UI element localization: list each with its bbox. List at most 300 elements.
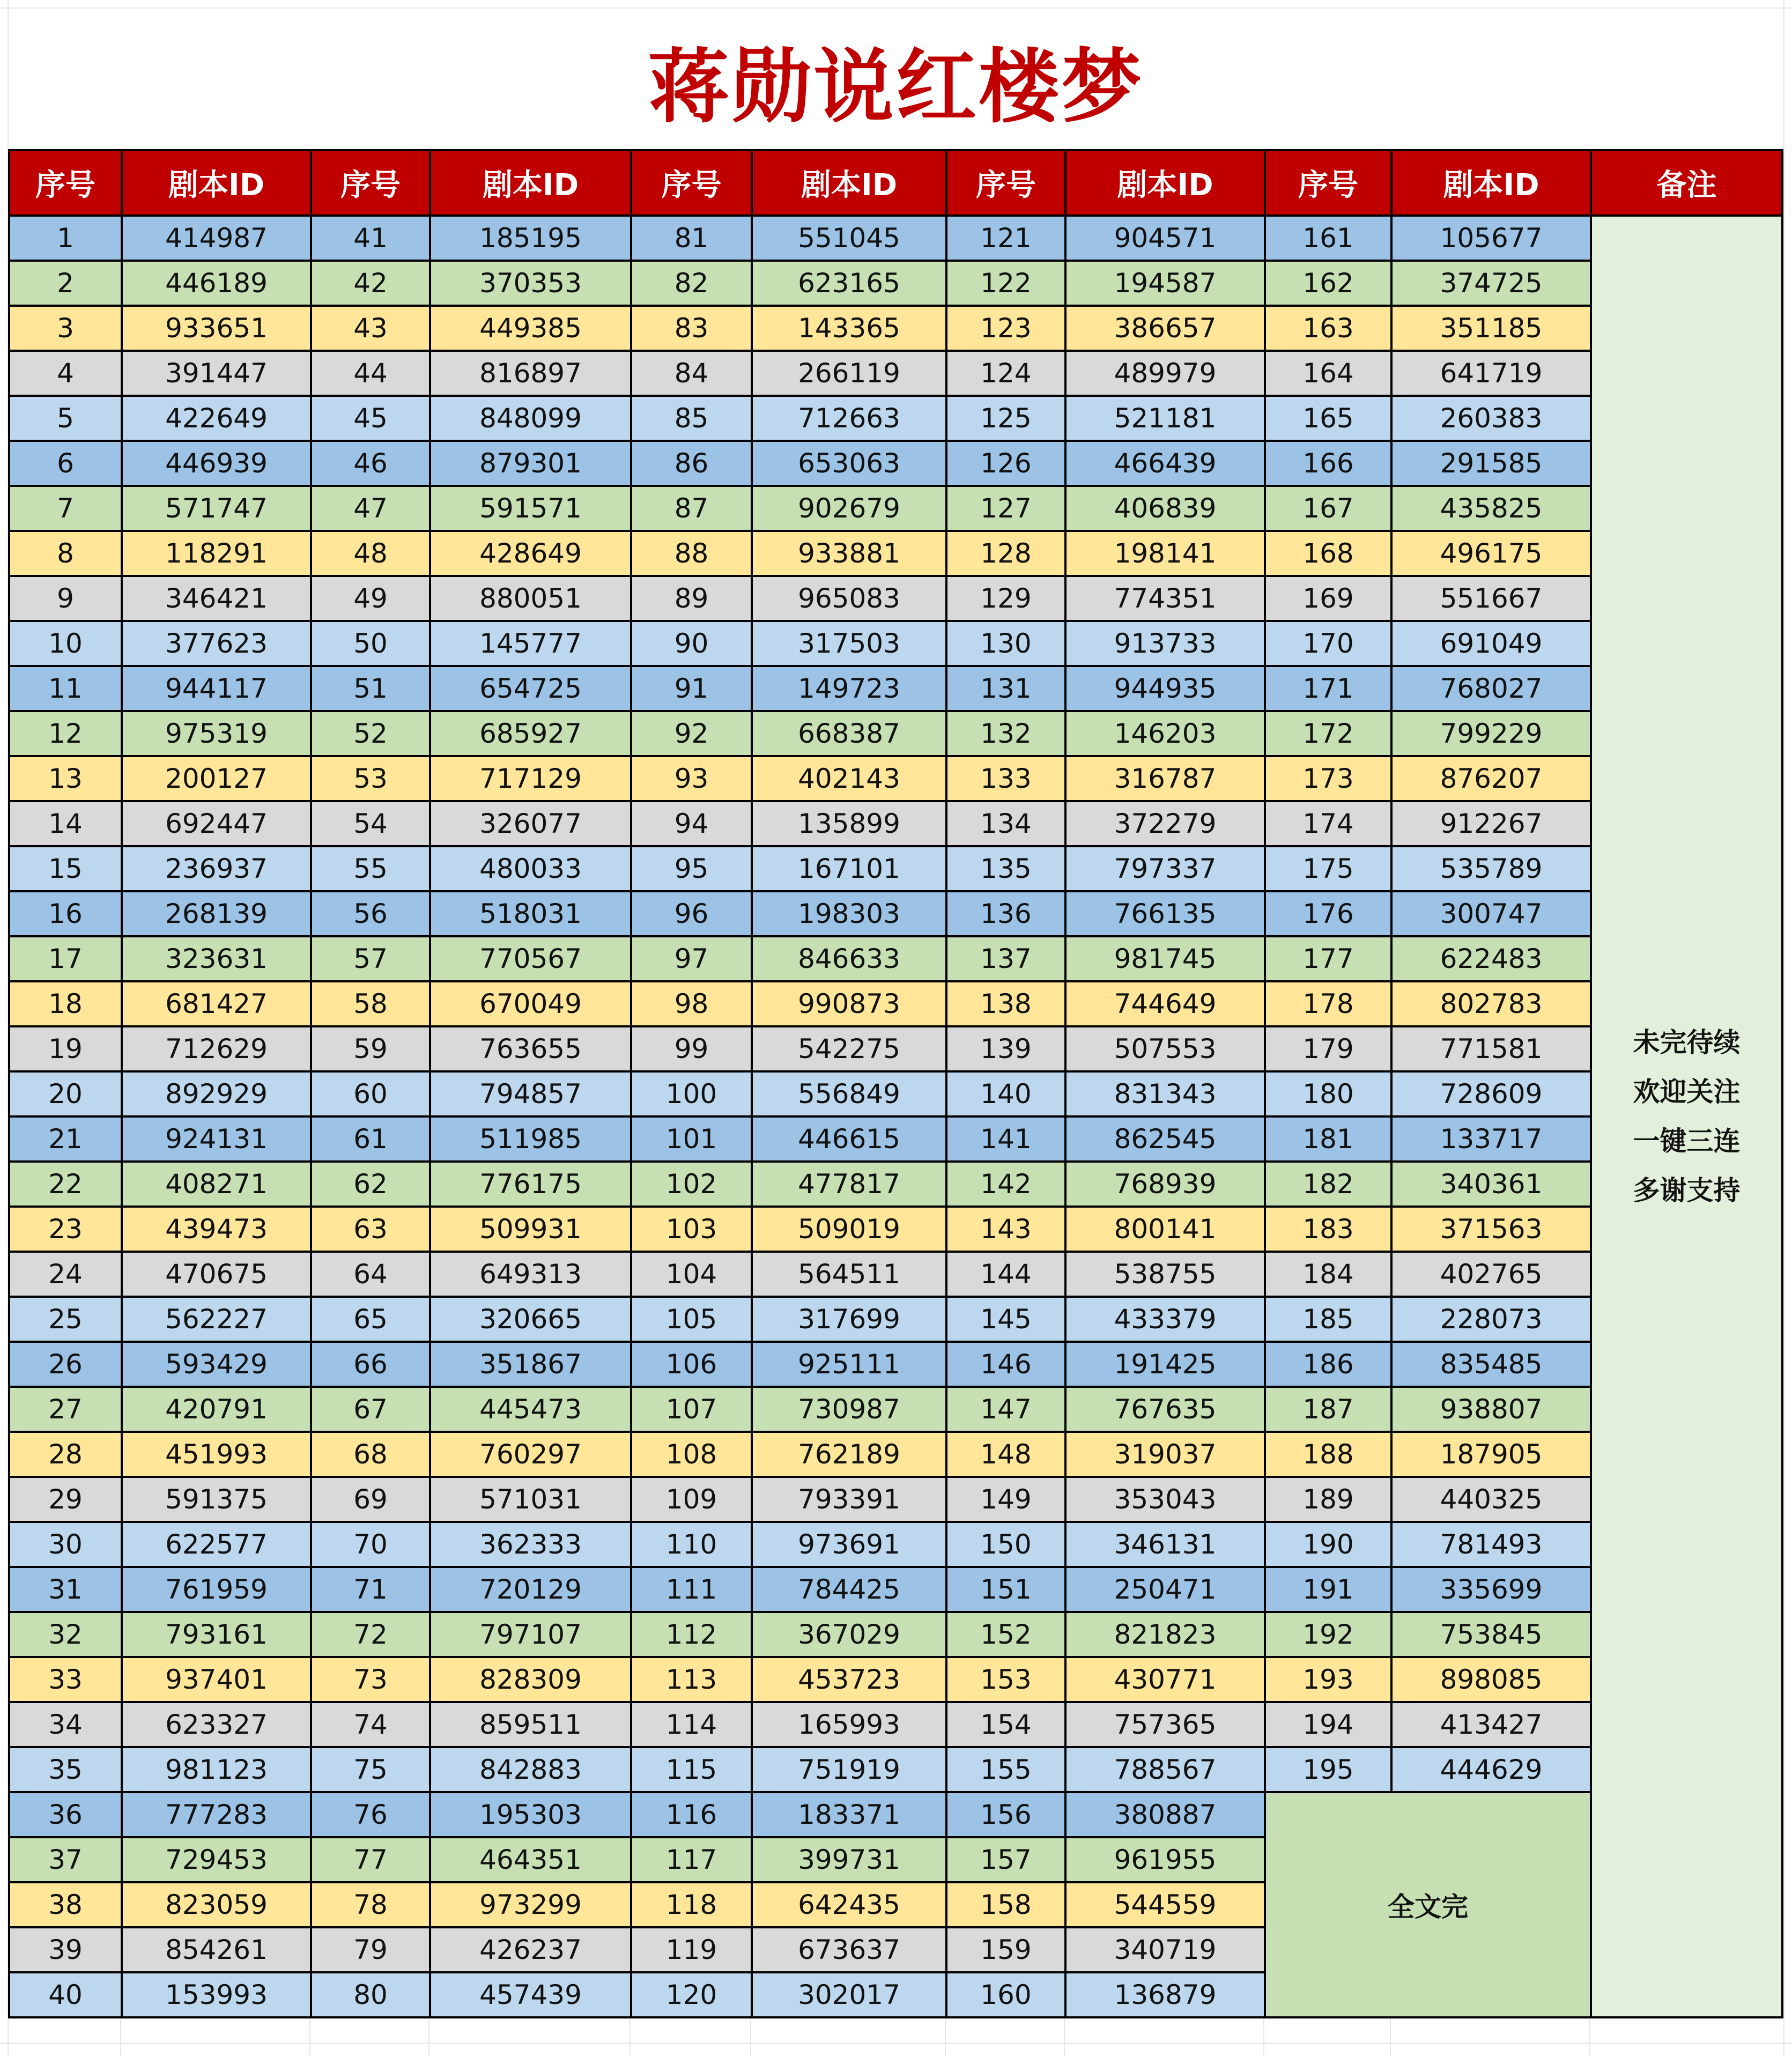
script-id-cell: 187905 (1391, 1432, 1591, 1477)
table-row (9, 306, 1782, 351)
script-id-cell: 797337 (1065, 846, 1265, 891)
seq-cell: 115 (631, 1747, 752, 1792)
script-id-cell: 842883 (430, 1747, 631, 1792)
script-id-cell: 451993 (122, 1432, 311, 1477)
script-id-cell: 370353 (430, 261, 631, 306)
script-id-cell: 402765 (1391, 1252, 1591, 1297)
seq-cell: 118 (631, 1882, 752, 1927)
seq-cell: 109 (631, 1477, 752, 1522)
table-row (9, 1297, 1782, 1342)
seq-cell: 11 (9, 666, 122, 711)
note-cell (1591, 216, 1782, 2017)
script-id-cell: 453723 (752, 1657, 946, 1702)
seq-cell: 79 (311, 1927, 430, 1972)
script-id-cell: 386657 (1065, 306, 1265, 351)
seq-cell: 65 (311, 1297, 430, 1342)
table-row (9, 756, 1782, 801)
seq-cell: 152 (946, 1612, 1065, 1657)
script-id-cell: 457439 (430, 1972, 631, 2017)
seq-cell: 54 (311, 801, 430, 846)
table-row (9, 1792, 1782, 1837)
script-id-cell: 268139 (122, 891, 311, 936)
script-id-cell: 146203 (1065, 711, 1265, 756)
script-id-cell: 300747 (1391, 891, 1591, 936)
script-id-cell: 831343 (1065, 1071, 1265, 1116)
seq-cell: 111 (631, 1567, 752, 1612)
table-row (9, 666, 1782, 711)
seq-cell: 23 (9, 1207, 122, 1252)
script-id-cell: 990873 (752, 981, 946, 1026)
script-id-cell: 496175 (1391, 531, 1591, 576)
seq-cell: 27 (9, 1387, 122, 1432)
seq-cell: 127 (946, 486, 1065, 531)
seq-cell: 140 (946, 1071, 1065, 1116)
script-id-cell: 535789 (1391, 846, 1591, 891)
script-id-cell: 793161 (122, 1612, 311, 1657)
script-id-cell: 880051 (430, 576, 631, 621)
script-id-cell: 876207 (1391, 756, 1591, 801)
table-row (9, 1747, 1782, 1792)
script-id-cell: 821823 (1065, 1612, 1265, 1657)
seq-cell: 76 (311, 1792, 430, 1837)
script-id-cell: 362333 (430, 1522, 631, 1567)
script-id-cell: 198303 (752, 891, 946, 936)
seq-cell: 184 (1265, 1252, 1391, 1297)
script-id-cell: 670049 (430, 981, 631, 1026)
script-id-cell: 975319 (122, 711, 311, 756)
script-id-cell: 340719 (1065, 1927, 1265, 1972)
seq-cell: 112 (631, 1612, 752, 1657)
script-id-cell: 538755 (1065, 1252, 1265, 1297)
seq-cell: 12 (9, 711, 122, 756)
seq-cell: 113 (631, 1657, 752, 1702)
script-id-cell: 571747 (122, 486, 311, 531)
script-id-cell: 777283 (122, 1792, 311, 1837)
seq-cell: 145 (946, 1297, 1065, 1342)
note-line: 欢迎关注 (1633, 1076, 1741, 1107)
seq-cell: 132 (946, 711, 1065, 756)
seq-cell: 72 (311, 1612, 430, 1657)
seq-cell: 156 (946, 1792, 1065, 1837)
seq-cell: 155 (946, 1747, 1065, 1792)
seq-cell: 3 (9, 306, 122, 351)
script-id-cell: 446939 (122, 441, 311, 486)
seq-cell: 174 (1265, 801, 1391, 846)
script-id-cell: 730987 (752, 1387, 946, 1432)
script-id-cell: 712663 (752, 396, 946, 441)
script-id-cell: 802783 (1391, 981, 1591, 1026)
seq-cell: 68 (311, 1432, 430, 1477)
script-id-cell: 835485 (1391, 1342, 1591, 1387)
table-row (9, 1522, 1782, 1567)
seq-cell: 159 (946, 1927, 1065, 1972)
seq-cell: 71 (311, 1567, 430, 1612)
script-id-cell: 511985 (430, 1116, 631, 1162)
seq-cell: 60 (311, 1071, 430, 1116)
seq-cell: 17 (9, 936, 122, 981)
seq-cell: 146 (946, 1342, 1065, 1387)
script-id-cell: 751919 (752, 1747, 946, 1792)
seq-cell: 93 (631, 756, 752, 801)
seq-cell: 181 (1265, 1116, 1391, 1162)
script-id-cell: 319037 (1065, 1432, 1265, 1477)
table-row (9, 396, 1782, 441)
script-id-cell: 593429 (122, 1342, 311, 1387)
script-id-cell: 372279 (1065, 801, 1265, 846)
script-id-cell: 767635 (1065, 1387, 1265, 1432)
seq-cell: 53 (311, 756, 430, 801)
header-seq: 序号 (9, 150, 122, 216)
script-id-cell: 622577 (122, 1522, 311, 1567)
seq-cell: 40 (9, 1972, 122, 2017)
note-line: 未完待续 (1633, 1027, 1741, 1058)
script-id-cell: 149723 (752, 666, 946, 711)
script-id-cell: 551045 (752, 216, 946, 261)
script-id-cell: 377623 (122, 621, 311, 666)
seq-cell: 86 (631, 441, 752, 486)
seq-cell: 166 (1265, 441, 1391, 486)
seq-cell: 28 (9, 1432, 122, 1477)
end-of-text-cell: 全文完 (1265, 1792, 1591, 2017)
seq-cell: 120 (631, 1972, 752, 2017)
script-id-cell: 346421 (122, 576, 311, 621)
seq-cell: 108 (631, 1432, 752, 1477)
script-id-cell: 105677 (1391, 216, 1591, 261)
script-id-cell: 414987 (122, 216, 311, 261)
seq-cell: 121 (946, 216, 1065, 261)
script-id-cell: 781493 (1391, 1522, 1591, 1567)
script-id-cell: 420791 (122, 1387, 311, 1432)
seq-cell: 18 (9, 981, 122, 1026)
note-line: 一键三连 (1633, 1126, 1741, 1157)
seq-cell: 78 (311, 1882, 430, 1927)
script-id-cell: 562227 (122, 1297, 311, 1342)
header-script-id: 剧本ID (1391, 150, 1591, 216)
script-id-cell: 965083 (752, 576, 946, 621)
seq-cell: 110 (631, 1522, 752, 1567)
script-id-cell: 260383 (1391, 396, 1591, 441)
script-id-cell: 757365 (1065, 1702, 1265, 1747)
script-id-cell: 509019 (752, 1207, 946, 1252)
script-id-cell: 302017 (752, 1972, 946, 2017)
script-id-cell: 649313 (430, 1252, 631, 1297)
script-id-cell: 228073 (1391, 1297, 1591, 1342)
table-row (9, 1071, 1782, 1116)
header-note: 备注 (1591, 150, 1782, 216)
seq-cell: 130 (946, 621, 1065, 666)
script-id-cell: 422649 (122, 396, 311, 441)
script-id-cell: 183371 (752, 1792, 946, 1837)
script-id-cell: 326077 (430, 801, 631, 846)
seq-cell: 142 (946, 1162, 1065, 1207)
seq-cell: 19 (9, 1026, 122, 1071)
script-id-cell: 913733 (1065, 621, 1265, 666)
script-id-cell: 406839 (1065, 486, 1265, 531)
table-row (9, 1612, 1782, 1657)
seq-cell: 47 (311, 486, 430, 531)
seq-cell: 41 (311, 216, 430, 261)
header-row (9, 150, 1782, 216)
script-id-cell: 717129 (430, 756, 631, 801)
seq-cell: 175 (1265, 846, 1391, 891)
script-id-cell: 623165 (752, 261, 946, 306)
seq-cell: 131 (946, 666, 1065, 711)
seq-cell: 13 (9, 756, 122, 801)
seq-cell: 172 (1265, 711, 1391, 756)
seq-cell: 75 (311, 1747, 430, 1792)
table-row (9, 486, 1782, 531)
table-row (9, 1026, 1782, 1071)
seq-cell: 141 (946, 1116, 1065, 1162)
seq-cell: 24 (9, 1252, 122, 1297)
script-id-cell: 380887 (1065, 1792, 1265, 1837)
seq-cell: 84 (631, 351, 752, 396)
script-id-cell: 556849 (752, 1071, 946, 1116)
script-id-cell: 351185 (1391, 306, 1591, 351)
script-id-cell: 823059 (122, 1882, 311, 1927)
seq-cell: 192 (1265, 1612, 1391, 1657)
script-id-cell: 828309 (430, 1657, 631, 1702)
script-id-cell: 440325 (1391, 1477, 1591, 1522)
note-line: 多谢支持 (1633, 1175, 1741, 1206)
seq-cell: 30 (9, 1522, 122, 1567)
seq-cell: 50 (311, 621, 430, 666)
seq-cell: 137 (946, 936, 1065, 981)
script-id-cell: 408271 (122, 1162, 311, 1207)
seq-cell: 32 (9, 1612, 122, 1657)
seq-cell: 85 (631, 396, 752, 441)
script-id-cell: 654725 (430, 666, 631, 711)
seq-cell: 80 (311, 1972, 430, 2017)
script-id-cell: 470675 (122, 1252, 311, 1297)
table-row (9, 621, 1782, 666)
seq-cell: 25 (9, 1297, 122, 1342)
seq-cell: 59 (311, 1026, 430, 1071)
seq-cell: 160 (946, 1972, 1065, 2017)
script-id-cell: 816897 (430, 351, 631, 396)
seq-cell: 1 (9, 216, 122, 261)
seq-cell: 183 (1265, 1207, 1391, 1252)
seq-cell: 154 (946, 1702, 1065, 1747)
script-id-cell: 317699 (752, 1297, 946, 1342)
script-id-cell: 518031 (430, 891, 631, 936)
seq-cell: 151 (946, 1567, 1065, 1612)
seq-cell: 126 (946, 441, 1065, 486)
seq-cell: 134 (946, 801, 1065, 846)
script-id-cell: 591571 (430, 486, 631, 531)
script-id-cell: 444629 (1391, 1747, 1591, 1792)
table-row (9, 1387, 1782, 1432)
seq-cell: 7 (9, 486, 122, 531)
seq-cell: 42 (311, 261, 430, 306)
script-id-cell: 937401 (122, 1657, 311, 1702)
seq-cell: 9 (9, 576, 122, 621)
seq-cell: 188 (1265, 1432, 1391, 1477)
header-script-id: 剧本ID (122, 150, 311, 216)
seq-cell: 63 (311, 1207, 430, 1252)
script-id-cell: 768027 (1391, 666, 1591, 711)
script-id-cell: 673637 (752, 1927, 946, 1972)
seq-cell: 57 (311, 936, 430, 981)
script-id-cell: 720129 (430, 1567, 631, 1612)
script-id-cell: 728609 (1391, 1071, 1591, 1116)
table-body (9, 216, 1782, 2017)
seq-cell: 143 (946, 1207, 1065, 1252)
seq-cell: 129 (946, 576, 1065, 621)
script-id-cell: 320665 (430, 1297, 631, 1342)
table-row (9, 441, 1782, 486)
seq-cell: 62 (311, 1162, 430, 1207)
seq-cell: 91 (631, 666, 752, 711)
script-id-cell: 944935 (1065, 666, 1265, 711)
script-id-cell: 797107 (430, 1612, 631, 1657)
script-id-cell: 371563 (1391, 1207, 1591, 1252)
table-row (9, 1477, 1782, 1522)
seq-cell: 64 (311, 1252, 430, 1297)
seq-cell: 107 (631, 1387, 752, 1432)
seq-cell: 70 (311, 1522, 430, 1567)
script-id-cell: 507553 (1065, 1026, 1265, 1071)
seq-cell: 39 (9, 1927, 122, 1972)
seq-cell: 94 (631, 801, 752, 846)
seq-cell: 128 (946, 531, 1065, 576)
seq-cell: 167 (1265, 486, 1391, 531)
script-id-cell: 544559 (1065, 1882, 1265, 1927)
seq-cell: 168 (1265, 531, 1391, 576)
seq-cell: 105 (631, 1297, 752, 1342)
script-id-cell: 848099 (430, 396, 631, 441)
script-id-cell: 788567 (1065, 1747, 1265, 1792)
seq-cell: 164 (1265, 351, 1391, 396)
seq-cell: 67 (311, 1387, 430, 1432)
script-id-cell: 753845 (1391, 1612, 1591, 1657)
script-id-cell: 374725 (1391, 261, 1591, 306)
seq-cell: 106 (631, 1342, 752, 1387)
seq-cell: 48 (311, 531, 430, 576)
seq-cell: 97 (631, 936, 752, 981)
seq-cell: 190 (1265, 1522, 1391, 1567)
script-id-cell: 133717 (1391, 1116, 1591, 1162)
script-id-cell: 449385 (430, 306, 631, 351)
seq-cell: 103 (631, 1207, 752, 1252)
header-script-id: 剧本ID (430, 150, 631, 216)
script-id-cell: 391447 (122, 351, 311, 396)
seq-cell: 45 (311, 396, 430, 441)
script-id-cell: 761959 (122, 1567, 311, 1612)
script-id-cell: 135899 (752, 801, 946, 846)
table-row (9, 261, 1782, 306)
script-id-cell: 981745 (1065, 936, 1265, 981)
seq-cell: 52 (311, 711, 430, 756)
seq-cell: 37 (9, 1837, 122, 1882)
script-id-cell: 762189 (752, 1432, 946, 1477)
table-row (9, 891, 1782, 936)
script-id-cell: 195303 (430, 1792, 631, 1837)
seq-cell: 158 (946, 1882, 1065, 1927)
script-id-cell: 912267 (1391, 801, 1591, 846)
seq-cell: 38 (9, 1882, 122, 1927)
script-id-cell: 250471 (1065, 1567, 1265, 1612)
script-id-cell: 799229 (1391, 711, 1591, 756)
seq-cell: 58 (311, 981, 430, 1026)
script-id-cell: 784425 (752, 1567, 946, 1612)
script-id-cell: 712629 (122, 1026, 311, 1071)
seq-cell: 187 (1265, 1387, 1391, 1432)
script-id-cell: 692447 (122, 801, 311, 846)
script-id-cell: 768939 (1065, 1162, 1265, 1207)
seq-cell: 176 (1265, 891, 1391, 936)
seq-cell: 99 (631, 1026, 752, 1071)
script-id-cell: 236937 (122, 846, 311, 891)
seq-cell: 66 (311, 1342, 430, 1387)
script-id-cell: 167101 (752, 846, 946, 891)
script-id-cell: 944117 (122, 666, 311, 711)
seq-cell: 88 (631, 531, 752, 576)
script-id-cell: 774351 (1065, 576, 1265, 621)
seq-cell: 179 (1265, 1026, 1391, 1071)
script-id-cell: 346131 (1065, 1522, 1265, 1567)
seq-cell: 169 (1265, 576, 1391, 621)
script-id-cell: 771581 (1391, 1026, 1591, 1071)
table-row (9, 936, 1782, 981)
script-id-cell: 770567 (430, 936, 631, 981)
seq-cell: 170 (1265, 621, 1391, 666)
script-id-cell: 464351 (430, 1837, 631, 1882)
script-id-cell: 433379 (1065, 1297, 1265, 1342)
seq-cell: 69 (311, 1477, 430, 1522)
seq-cell: 180 (1265, 1071, 1391, 1116)
script-id-cell: 316787 (1065, 756, 1265, 801)
seq-cell: 82 (631, 261, 752, 306)
table-row (9, 801, 1782, 846)
script-id-cell: 353043 (1065, 1477, 1265, 1522)
seq-cell: 116 (631, 1792, 752, 1837)
script-id-cell: 794857 (430, 1071, 631, 1116)
seq-cell: 163 (1265, 306, 1391, 351)
seq-cell: 171 (1265, 666, 1391, 711)
script-id-cell: 925111 (752, 1342, 946, 1387)
script-id-cell: 351867 (430, 1342, 631, 1387)
seq-cell: 150 (946, 1522, 1065, 1567)
seq-cell: 36 (9, 1792, 122, 1837)
script-id-cell: 439473 (122, 1207, 311, 1252)
seq-cell: 178 (1265, 981, 1391, 1026)
seq-cell: 90 (631, 621, 752, 666)
seq-cell: 77 (311, 1837, 430, 1882)
script-id-cell: 145777 (430, 621, 631, 666)
seq-cell: 124 (946, 351, 1065, 396)
script-id-cell: 136879 (1065, 1972, 1265, 2017)
script-id-cell: 143365 (752, 306, 946, 351)
table-row (9, 216, 1782, 261)
script-id-cell: 317503 (752, 621, 946, 666)
script-id-cell: 435825 (1391, 486, 1591, 531)
seq-cell: 49 (311, 576, 430, 621)
script-id-cell: 623327 (122, 1702, 311, 1747)
script-id-cell: 924131 (122, 1116, 311, 1162)
script-id-cell: 367029 (752, 1612, 946, 1657)
seq-cell: 26 (9, 1342, 122, 1387)
script-id-cell: 521181 (1065, 396, 1265, 441)
script-id-cell: 854261 (122, 1927, 311, 1972)
seq-cell: 133 (946, 756, 1065, 801)
seq-cell: 6 (9, 441, 122, 486)
seq-cell: 161 (1265, 216, 1391, 261)
script-id-cell: 191425 (1065, 1342, 1265, 1387)
table-row (9, 1432, 1782, 1477)
script-id-cell: 571031 (430, 1477, 631, 1522)
seq-cell: 31 (9, 1567, 122, 1612)
